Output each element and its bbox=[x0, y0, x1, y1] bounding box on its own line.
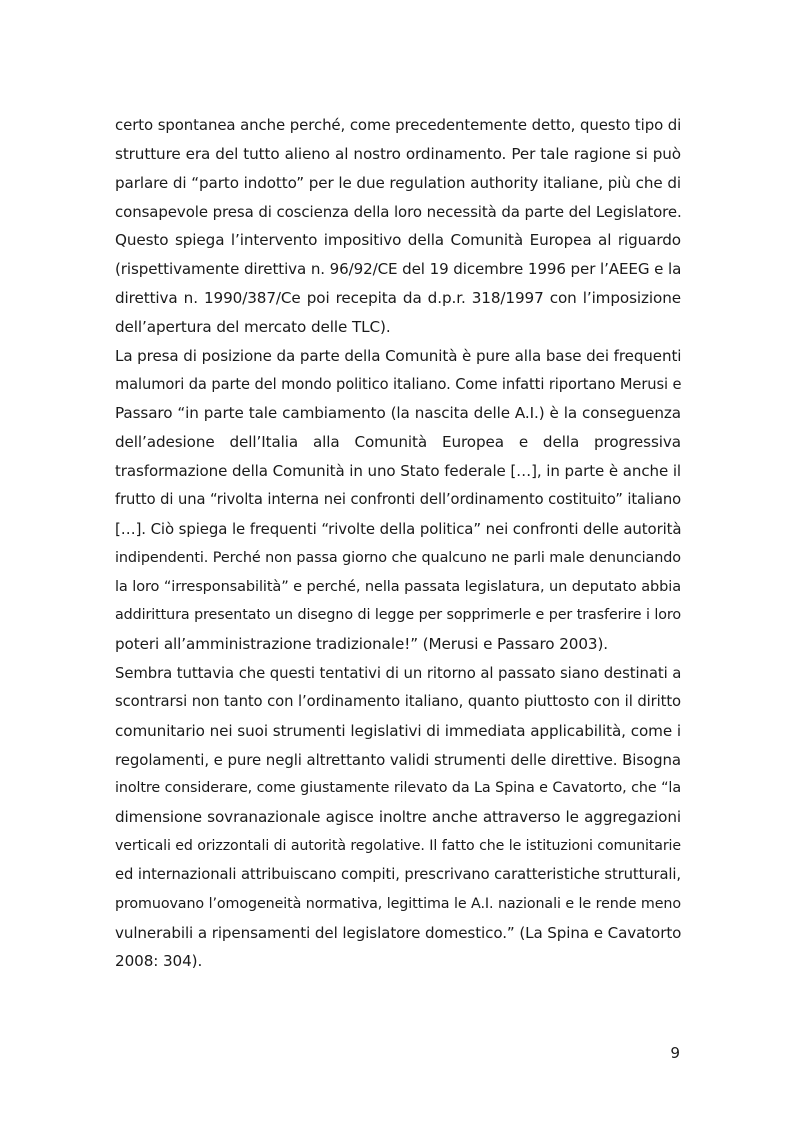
text-line: comunitario nei suoi strumenti legislativi di immediata applicabilità, come i bbox=[115, 721, 681, 740]
page-number: 9 bbox=[670, 1044, 680, 1062]
text-line: inoltre considerare, come giustamente rilevato da La Spina e Cavatorto, che “la bbox=[115, 780, 681, 797]
text-line: dell’adesione dell’Italia alla Comunità Europea e della progressiva bbox=[115, 433, 681, 452]
paragraph-2 bbox=[115, 342, 681, 659]
text-line: malumori da parte del mondo politico italiano. Come infatti riportano Merusi e bbox=[115, 375, 682, 393]
text-line: consapevole presa di coscienza della loro necessità da parte del Legislatore. bbox=[115, 202, 682, 221]
text-line: (rispettivamente direttiva n. 96/92/CE del 19 dicembre 1996 per l’AEEG e la bbox=[115, 260, 682, 279]
text-line: indipendenti. Perché non passa giorno che qualcuno ne parli male denunciando bbox=[115, 549, 681, 566]
text-line: promuovano l’omogeneità normativa, legittima le A.I. nazionali e le rende meno bbox=[115, 895, 681, 912]
text-line: dimensione sovranazionale agisce inoltre anche attraverso le aggregazioni bbox=[115, 808, 681, 827]
body-text bbox=[115, 111, 681, 976]
text-line: 2008: 304). bbox=[115, 952, 203, 971]
text-line: Sembra tuttavia che questi tentativi di un ritorno al passato siano destinati a bbox=[115, 664, 682, 683]
text-line: verticali ed orizzontali di autorità regolative. Il fatto che le istituzioni comunitarie bbox=[115, 838, 681, 855]
paragraph-1 bbox=[115, 111, 681, 342]
paragraph-3 bbox=[115, 659, 681, 976]
text-line: […]. Ciò spiega le frequenti “rivolte della politica” nei confronti delle autorità bbox=[115, 519, 682, 538]
text-line: strutture era del tutto alieno al nostro ordinamento. Per tale ragione si può bbox=[115, 144, 681, 163]
text-line: frutto di una “rivolta interna nei confronti dell’ordinamento costituito” italiano bbox=[115, 490, 681, 508]
text-line: dell’apertura del mercato delle TLC). bbox=[115, 317, 391, 336]
text-line: direttiva n. 1990/387/Ce poi recepita da d.p.r. 318/1997 con l’imposizione bbox=[115, 289, 681, 308]
text-line: addirittura presentato un disegno di legge per sopprimerle e per trasferire i loro bbox=[115, 607, 681, 624]
text-line: Questo spiega l’intervento impositivo della Comunità Europea al riguardo bbox=[115, 231, 681, 250]
text-line: ed internazionali attribuiscano compiti, prescrivano caratteristiche strutturali, bbox=[115, 865, 681, 883]
text-line: Passaro “in parte tale cambiamento (la nascita delle A.I.) è la conseguenza bbox=[115, 404, 681, 423]
text-line: parlare di “parto indotto” per le due regulation authority italiane, più che di bbox=[115, 173, 681, 192]
text-line: scontrarsi non tanto con l’ordinamento italiano, quanto piuttosto con il diritto bbox=[115, 692, 681, 710]
text-line: regolamenti, e pure negli altrettanto validi strumenti delle direttive. Bisogna bbox=[115, 750, 681, 769]
text-line: la loro “irresponsabilità” e perché, nella passata legislatura, un deputato abbia bbox=[115, 578, 681, 595]
text-line: La presa di posizione da parte della Comunità è pure alla base dei frequenti bbox=[115, 346, 682, 365]
text-line: trasformazione della Comunità in uno Stato federale […], in parte è anche il bbox=[115, 462, 681, 481]
text-line: vulnerabili a ripensamenti del legislatore domestico.” (La Spina e Cavatorto bbox=[115, 923, 682, 942]
text-line: poteri all’amministrazione tradizionale!” (Merusi e Passaro 2003). bbox=[115, 635, 609, 654]
text-line: certo spontanea anche perché, come precedentemente detto, questo tipo di bbox=[115, 116, 682, 134]
